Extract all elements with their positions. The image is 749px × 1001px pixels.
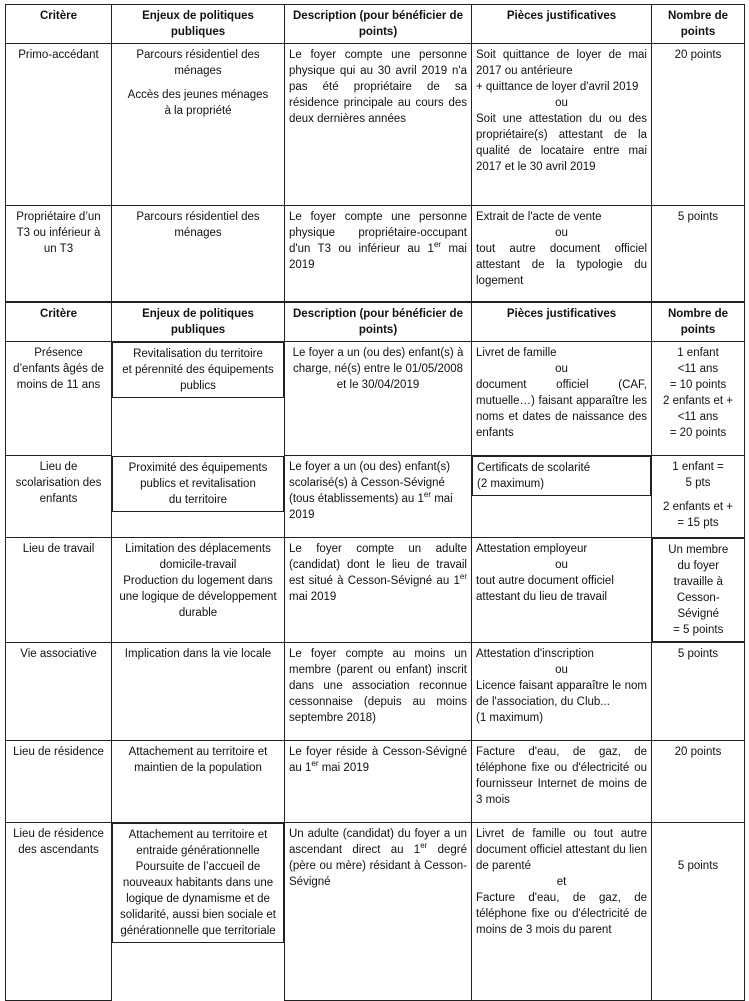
description-text: mai 2019: [318, 762, 370, 774]
description-cell: [285, 206, 472, 302]
description-text: degré (père ou mère) résidant à Cesson-Sévigné: [289, 844, 467, 888]
table-row: [6, 823, 745, 1001]
critere-cell: Lieu de travail: [6, 538, 112, 643]
pieces-text: Licence faisant apparaître le nom de l'association, du Club...: [476, 680, 647, 708]
description-text: mai 2019: [289, 493, 453, 521]
header-enjeux: Enjeux de politiques publiques: [112, 5, 285, 44]
ordinal-sup: er: [420, 841, 428, 851]
enjeux-cell: Parcours résidentiel des ménages: [112, 206, 285, 302]
critere-cell: Propriétaire d’un T3 ou inférieur à un T3: [6, 206, 112, 302]
points-text: 1 enfant = 5 pts: [672, 461, 724, 489]
header-pieces: Pièces justificatives: [472, 5, 652, 44]
description-cell: Le foyer compte une personne physique qui au 30 avril 2019 n'a pas été propriétaire de sa résidence principale au cours des deux dernières années: [285, 44, 472, 206]
pieces-text: + quittance de loyer d'avril 2019: [476, 81, 639, 93]
description-text: Le foyer compte un adulte (candidat) dont le lieu de travail est situé à Cesson-Sévigné au 1: [289, 543, 467, 587]
pieces-cell: [472, 44, 652, 206]
table-row: [6, 741, 745, 823]
critere-cell: Lieu de scolarisation des enfants: [6, 456, 112, 538]
header-critere: Critère: [6, 5, 112, 44]
critere-cell: Vie associative: [6, 643, 112, 741]
enjeux-cell: [112, 44, 285, 206]
pieces-ou: ou: [555, 664, 568, 676]
table-row: [6, 44, 745, 206]
enjeux-cell: Attachement au territoire et maintien de la population: [112, 741, 285, 823]
enjeux-cell: [112, 538, 285, 643]
description-cell: [285, 456, 472, 538]
enjeux-cell: Attachement au territoire et entraide générationnelle Poursuite de l’accueil de nouveaux habitants dans une logique de dynamisme et de solidarité, aussi bien sociale et générationnelle que territoriale: [112, 823, 284, 943]
pieces-ou: ou: [555, 97, 568, 109]
points-cell: 5 points: [652, 823, 745, 1001]
pieces-text: Attestation employeur: [476, 543, 588, 555]
pieces-text: Soit quittance de loyer de mai 2017 ou antérieure: [476, 49, 647, 77]
points-cell: 20 points: [652, 44, 745, 206]
enjeux-cell: Proximité des équipements publics et revitalisation du territoire: [112, 456, 284, 512]
pieces-text: Livret de famille ou tout autre document officiel attestant du lien de parenté: [476, 828, 647, 872]
pieces-et: et: [556, 876, 567, 888]
description-cell: [285, 823, 472, 1001]
ordinal-sup: er: [311, 759, 319, 769]
critere-cell: Présence d’enfants âgés de moins de 11 ans: [6, 342, 112, 456]
points-cell: [652, 342, 745, 456]
table-row: [6, 456, 745, 538]
pieces-cell: Certificats de scolarité (2 maximum): [472, 456, 651, 496]
points-cell: [652, 456, 745, 538]
critere-cell: Lieu de résidence: [6, 741, 112, 823]
enjeux-text: Accès des jeunes ménages à la propriété: [127, 89, 269, 117]
pieces-cell: [472, 206, 652, 302]
description-text: mai 2019: [289, 591, 337, 603]
pieces-text: tout autre document officiel attestant du lieu de travail: [476, 575, 614, 603]
pieces-ou: ou: [555, 227, 568, 239]
pieces-cell: [472, 342, 652, 456]
description-text: Le foyer compte une personne physique propriétaire-occupant d'un T3 ou inférieur au 1: [289, 211, 467, 255]
pieces-text: (1 maximum): [476, 712, 544, 724]
description-text: mai 2019: [289, 243, 467, 271]
description-text: Le foyer a un (ou des) enfant(s) scolarisé(s) à Cesson-Sévigné (tous établissements) au 1: [289, 461, 451, 505]
header-enjeux: Enjeux de politiques publiques: [112, 303, 285, 342]
pieces-cell: Facture d'eau, de gaz, de téléphone fixe ou d'électricité ou fournisseur Internet de moins de 3 mois: [472, 741, 652, 823]
description-cell: [285, 741, 472, 823]
enjeux-text: Limitation des déplacements domicile-travail: [125, 543, 271, 571]
ordinal-sup: er: [459, 572, 467, 582]
pieces-cell: [472, 823, 652, 1001]
pieces-ou: ou: [555, 559, 568, 571]
criteria-table-1: [5, 4, 745, 302]
table-row: [6, 643, 745, 741]
points-text: 2 enfants et + = 15 pts: [662, 501, 733, 529]
points-cell: Un membre du foyer travaille à Cesson- Sévigné = 5 points: [652, 538, 745, 642]
pieces-ou: ou: [555, 363, 568, 375]
enjeux-cell: Revitalisation du territoire et pérennité des équipements publics: [112, 342, 284, 398]
description-cell: [285, 538, 472, 643]
points-cell: 20 points: [652, 741, 745, 823]
points-cell: 5 points: [652, 206, 745, 302]
header-critere: Critère: [6, 303, 112, 342]
description-text: Le foyer réside à Cesson-Sévigné au 1: [289, 746, 467, 774]
description-cell: Le foyer a un (ou des) enfant(s) à charge, né(s) entre le 01/05/2008 et le 30/04/2019: [285, 342, 472, 456]
pieces-text: Soit une attestation du ou des propriétaire(s) attestant de la qualité de locataire entre mai 2017 et le 30 avril 2019: [476, 113, 647, 173]
header-description: Description (pour bénéficier de points): [285, 5, 472, 44]
header-description: Description (pour bénéficier de points): [285, 303, 472, 342]
points-text: 2 enfants et + <11 ans = 20 points: [662, 395, 733, 439]
ordinal-sup: er: [423, 490, 431, 500]
pieces-text: Facture d'eau, de gaz, de téléphone fixe ou d'électricité de moins de 3 mois du parent: [476, 892, 647, 936]
ordinal-sup: er: [433, 240, 442, 250]
table-row: [6, 342, 745, 456]
criteria-table-2: [5, 302, 745, 1001]
pieces-text: tout autre document officiel attestant de la typologie du logement: [476, 243, 647, 287]
table-header-row: [6, 5, 745, 44]
header-points: Nombre de points: [652, 303, 745, 342]
pieces-cell: [472, 643, 652, 741]
pieces-text: Extrait de l'acte de vente: [476, 211, 602, 223]
header-points: Nombre de points: [652, 5, 745, 44]
points-text: 1 enfant <11 ans = 10 points: [669, 347, 727, 391]
header-pieces: Pièces justificatives: [472, 303, 652, 342]
description-text: Un adulte (candidat) du foyer a un ascendant direct au 1: [289, 828, 467, 856]
points-cell: 5 points: [652, 643, 745, 741]
enjeux-cell: Implication dans la vie locale: [112, 643, 285, 741]
table-row: [6, 206, 745, 302]
enjeux-text: Parcours résidentiel des ménages: [136, 49, 260, 77]
description-cell: Le foyer compte au moins un membre (parent ou enfant) inscrit dans une association reconnue cessonnaise (depuis au moins septembre 2018): [285, 643, 472, 741]
pieces-text: document officiel (CAF, mutuelle…) faisant apparaître les noms et dates de naissance des enfants: [476, 379, 647, 439]
pieces-text: Attestation d'inscription: [476, 648, 594, 660]
enjeux-text: Production du logement dans une logique de développement durable: [119, 575, 277, 619]
table-header-row: [6, 303, 745, 342]
critere-cell: Lieu de résidence des ascendants: [6, 823, 112, 1001]
pieces-text: Livret de famille: [476, 347, 557, 359]
critere-cell: Primo-accédant: [6, 44, 112, 206]
pieces-cell: [472, 538, 652, 643]
table-row: [6, 538, 745, 643]
